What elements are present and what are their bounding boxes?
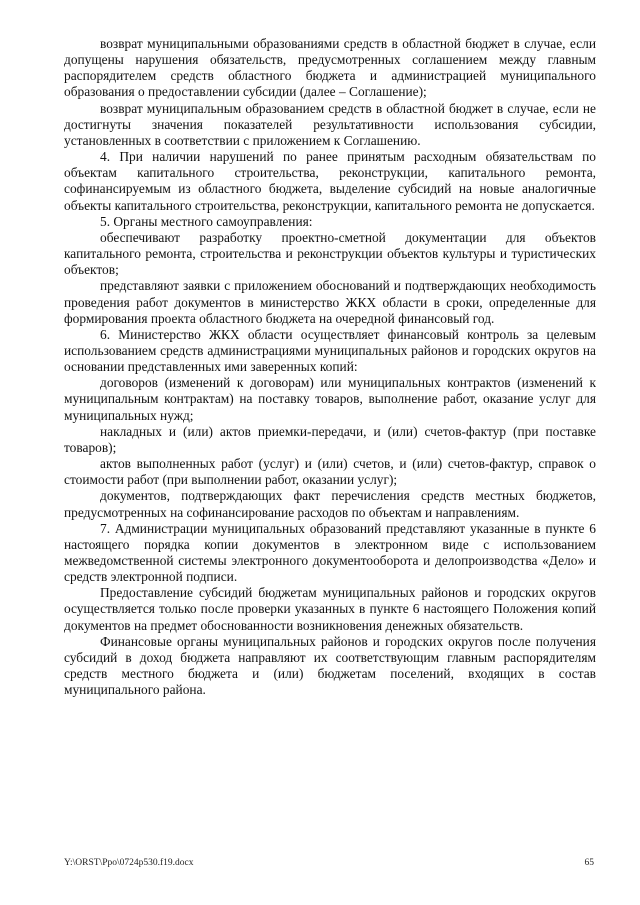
paragraph-2: возврат муниципальным образованием средств в областной бюджет в случае, если не достигнуты значения показателей результативности использования субсидии, установленных в соответствии с приложением к Соглашению.: [64, 100, 596, 148]
paragraph-5: обеспечивают разработку проектно-сметной документации для объектов капитального ремонта, строительства и реконструкции объектов культуры и туристических объектов;: [64, 229, 596, 278]
paragraph-6: представляют заявки с приложением обоснований и подтверждающих необходимость проведения работ документов в министерство ЖКХ области в сроки, определенные для формирования проекта областного бюджета на очередной финансовый год.: [64, 278, 596, 326]
footer-page-number: 65: [584, 858, 594, 868]
document-body: [64, 36, 596, 698]
paragraph-9: накладных и (или) актов приемки-передачи, и (или) счетов-фактур (при поставке товаров);: [64, 423, 596, 455]
paragraph-1: возврат муниципальными образованиями средств в областной бюджет в случае, если допущены нарушения обязательств, предусмотренных соглашением между главным распорядителем средств областного бюджета и администрацией муниципального образования о предоставлении субсидии (далее – Соглашение);: [64, 36, 596, 100]
paragraph-11: документов, подтверждающих факт перечисления средств местных бюджетов, предусмотренных на софинансирование расходов по объектам и направлениям.: [64, 488, 596, 520]
paragraph-3: 4. При наличии нарушений по ранее принятым расходным обязательствам по объектам капитального строительства, реконструкции, капитального ремонта, софинансируемым из областного бюджета, выделение субсидий на новые аналогичные объекты капитального строительства, реконструкции, капитального ремонта не допускается.: [64, 149, 596, 213]
paragraph-12: 7. Администрации муниципальных образований представляют указанные в пункте 6 настоящего порядка копии документов в электронном виде с использованием межведомственной системы электронного документооборота и делопроизводства «Дело» и средств электронной подписи.: [64, 520, 596, 585]
paragraph-14: Финансовые органы муниципальных районов и городских округов после получения субсидий в доход бюджета направляют их соответствующим главным распорядителям средств местного бюджета и (или) бюджетам поселений, входящих в состав муниципального района.: [64, 633, 596, 698]
paragraph-13: Предоставление субсидий бюджетам муниципальных районов и городских округов осуществляется только после проверки указанных в пункте 6 настоящего Положения копий документов на предмет обоснованности возникновения денежных обязательств.: [64, 585, 596, 633]
paragraph-4: 5. Органы местного самоуправления:: [100, 213, 313, 229]
footer-file-path: Y:\ORST\Ppo\0724p530.f19.docx: [64, 858, 194, 868]
paragraph-8: договоров (изменений к договорам) или муниципальных контрактов (изменений к муниципальным контрактам) на поставку товаров, выполнение работ, оказание услуг для муниципальных нужд;: [64, 375, 596, 423]
paragraph-7: 6. Министерство ЖКХ области осуществляет финансовый контроль за целевым использованием средств администрациями муниципальных районов и городских округов на основании представленных ими заверенных копий:: [64, 326, 596, 375]
paragraph-10: актов выполненных работ (услуг) и (или) счетов, и (или) счетов-фактур, справок о стоимости работ (при выполнении работ, оказании услуг);: [64, 456, 596, 488]
